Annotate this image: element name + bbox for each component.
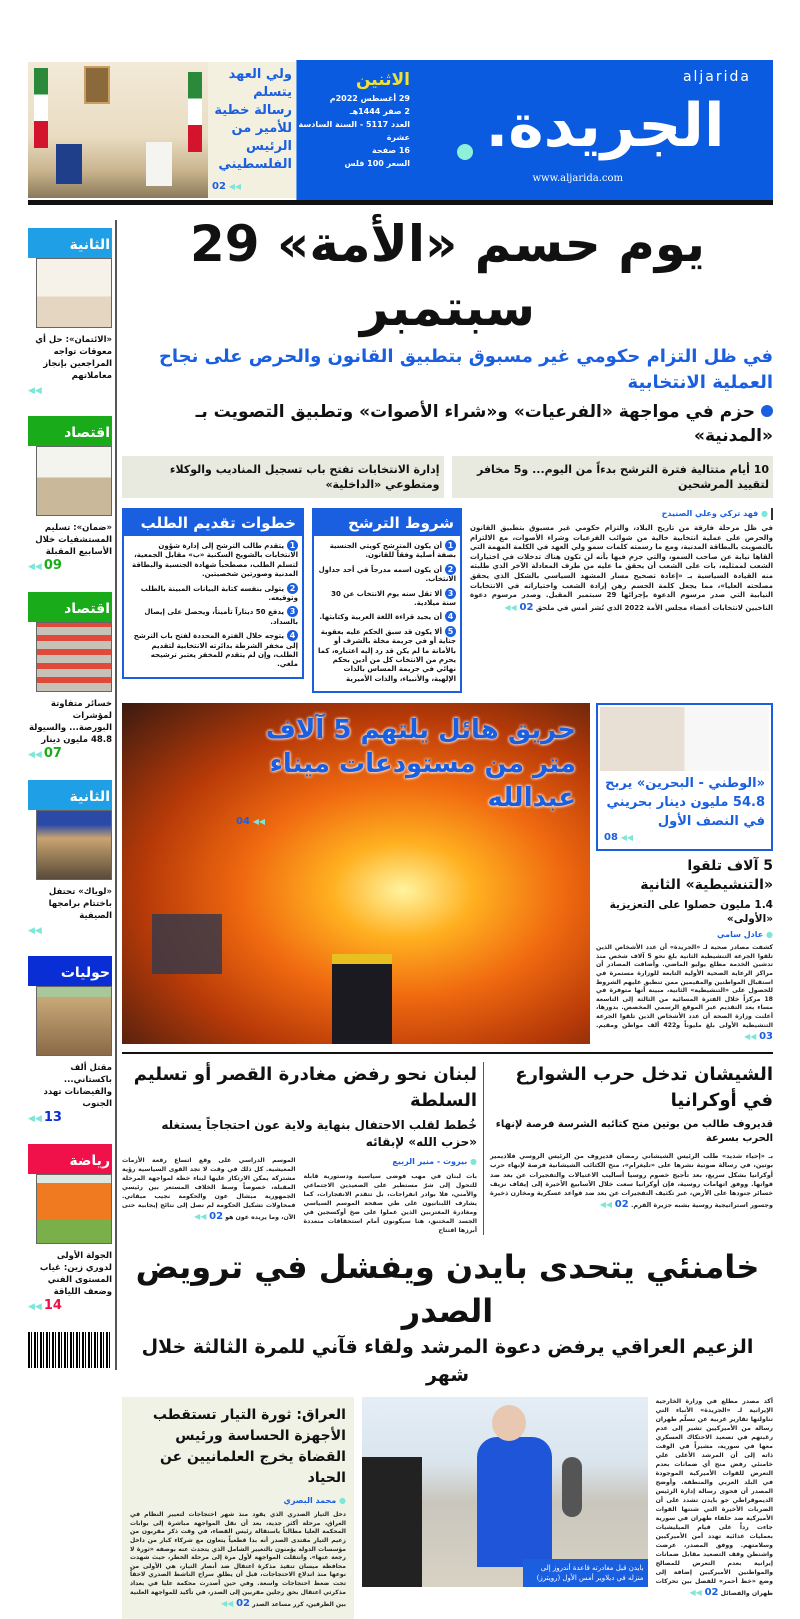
section-rule (122, 1052, 773, 1054)
page-count: 16 صفحة (371, 146, 410, 155)
logo-latin: aljarida (682, 69, 751, 85)
top-story-headline: ولي العهد يتسلم رسالة خطية للأمير من الرئيس الفلسطيني (214, 67, 292, 172)
steps-list (124, 536, 302, 677)
kuwait-flag (188, 72, 202, 152)
iran-body: أكد مصدر مطلع في وزارة الخارجية الإيرانية لـ «الجريدة» الأنباء التي تناولتها تقارير غربية عن تسلّم طهران رسالة من الأميركيين تشير إلى عدم رغبتهم في تصعيد الاحتكاك العسكري معها في سورية، مشيراً في الوقت ذاته إلى أن المرشد الأعلى علي خامنئي رفض منح أي ضمانات بعدم التعرض للقوات الأميركية الموجودة في البلد العربي والمنطقة. وأوضح المصدر أن فحوى رسالة إدارة الرئيس الديموقراطي جو بايدن تشدد على أن الضربات الأخيرة التي شنتها القوات الأميركية ضد حلفاء طهران في سورية جاءت رداً على قيام الميليشيات بعمليات عدائية تهدد أمن الأميركيين وسلامتهم. ووفق المصدر، عرضت واشنطن وقف التصعيد مقابل ضمانات إيرانية بعدم التعرض للمصالح والمواطنين الأميركيين إضافة إلى وضع «خط أحمر» للفصل بين تحركات طهران والفصائل 02 ◀◀ (656, 1397, 773, 1600)
masthead (296, 60, 773, 200)
sidebar-text: خسائر متفاوتة لمؤشرات البورصة... والسيولة 48.8 مليون دينار (29, 699, 112, 745)
fire-headline: حريق هائل يلتهم 5 آلاف متر من مستودعات ميناء عبدالله (265, 715, 576, 814)
sidebar-divider (115, 220, 117, 1370)
sidebar-item-5[interactable] (28, 956, 112, 1127)
lebanon-headline: لبنان نحو رفض مغادرة القصر أو تسليم السلطة (133, 1064, 477, 1112)
fire-text (236, 713, 576, 829)
page-ref: 02 ◀◀ (690, 1587, 719, 1598)
world-news-row (122, 1062, 773, 1235)
section-label: رياضة (28, 1144, 112, 1174)
list-item: 2أن يكون اسمه مدرجاً في أحد جداول الانتخاب. (318, 564, 456, 584)
candidacy-conditions-box (312, 508, 462, 693)
application-steps-box (122, 508, 304, 679)
section-label: اقتصاد (28, 592, 112, 622)
sidebar-item-4[interactable] (28, 780, 112, 939)
vehicle-silhouette (152, 914, 222, 974)
lebanon-story[interactable] (122, 1062, 477, 1235)
list-item: 1يتقدم طالب الترشح إلى إدارة شؤون الانتخابات بالشويخ السكنية «ب» مقابل الجمعية، لتسلم الطلب، مصطحباً شهادة الجنسية والبطاقة المدنية وصورتين شخصيتين. (131, 541, 298, 579)
seated-figure (56, 144, 82, 184)
lebanon-subhead: خُطط لقلب الاحتفال بنهاية ولاية عون احتجاجاً يستغله «حزب الله» لإبقائه (161, 1118, 477, 1150)
list-item: 5ألا يكون قد سبق الحكم عليه بعقوبة جناية أو في جريمة مخلة بالشرف أو بالأمانة ما لم يكن قد رد إليه اعتباره، كما يحرم من الانتخاب كل من أدين بحكم نهائي في جريمة المساس بالذات الإلهية، والأنبياء، والذات الأميرية (318, 626, 456, 683)
list-item: 1أن يكون المترشح كويتي الجنسية بصفة أصلية وفقاً للقانون. (329, 541, 456, 560)
lebanon-body-1: بات لبنان في مهب فوضى سياسية ودستورية قابلة للتحول إلى شرّ مستطير على الصعيدين الاجتماعي والأمني، فلا بوادر انفراجات، بل تتقدم الانفجارات، كما يشارف اللبنانيون على طي صفحة الموسم السياسي ومغادرة المغتربين الذين عملوا على ضخ أوكسجين في الجسد المختنق، هنا سيكونون أمام استحقاقات متعددة أبرزها افتتاح (303, 1173, 477, 1235)
top-story[interactable] (208, 62, 296, 198)
sidebar-text: «ضمان»: تسليم المستشفيات خلال الأسابيع المقبلة (35, 523, 112, 557)
sidebar-text: مقتل ألف باكستاني... والفيضانات تهدد الجنوب (43, 1063, 112, 1109)
conditions-list (314, 536, 460, 691)
page-ref: ◀◀ 13 (28, 1110, 112, 1127)
sidebar (28, 228, 112, 1368)
page-ref: 02 ◀◀ (221, 1598, 250, 1609)
section-label: الثانية (28, 228, 112, 258)
column-rule (483, 1062, 484, 1235)
section-label: الثانية (28, 780, 112, 810)
sidebar-photo (36, 1174, 112, 1244)
date-block (296, 60, 416, 200)
date-gregorian: 29 أغسطس 2022م (329, 94, 410, 103)
person-head (492, 1405, 526, 1441)
box-title: شروط الترشح (314, 510, 460, 536)
box-title: خطوات تقديم الطلب (124, 510, 302, 536)
nbk-photo (600, 707, 769, 771)
sidebar-text: الجولة الأولى لدوري زين: غياب المستوى الفني وضعف اللياقة (39, 1251, 112, 1297)
list-item: 4يتوجه خلال الفترة المحددة لفتح باب الترشح إلى مخفر الشرطة بدائرته الانتخابية لتقديم الطلب، وإن لم يتقدم للمخفر يعتبر ترشيحه ملغي. (133, 631, 298, 669)
fire-photo-story[interactable] (122, 703, 590, 1044)
right-column (596, 703, 773, 1044)
photo-caption: بايدن قبل مغادرته قاعدة أندروز إلى منزله في ديلاوير أمس الأول (رويترز) (523, 1559, 648, 1587)
iraq-byline: ● محمد البصري (130, 1495, 346, 1507)
fire-row (122, 703, 773, 1044)
bullet-icon (761, 405, 773, 417)
lead-bullet (122, 400, 773, 448)
vaccine-body: كشفت مصادر صحية لـ «الجريدة» أن عدد الأشخاص الذين تلقوا الجرعة التنشيطية الثانية بلغ نحو 5 آلاف شخص منذ تدشين الخدمة مطلع يوليو الماضي. وأضافت المصادر أن مراكز الرعاية الصحية الأولية التابعة للوزارة مستمرة في استقبال المواطنين والمقيمين ممن تنطبق عليهم الشروط للحصول على «التنشيطية» الثانية، مبينة أنها متوفرة في 18 مركزاً خلال الفترة المسائية من الثالثة إلى التاسعة مساء بعد التقديم عبر الموقع الرسمي المخصص. بدورها، أعلنت وزارة الصحة أن عدد الأشخاص الذين تلقوا الجرعة التنشيطية الأولى بلغ مليوناً و422 ألف مواطن ومقيم. 03 ◀◀ (596, 944, 773, 1044)
iraq-headline: العراق: ثورة التيار تستقطب الأجهزة الحساسة ورئيس القضاة يخرج العلمانيين عن الحياد (152, 1407, 346, 1487)
vaccine-headline: 5 آلاف تلقوا «التنشيطية» الثانية (640, 858, 773, 894)
lead-body-text: في ظل مرحلة فارقة من تاريخ البلاد، والتزام حكومي غير مسبوق بتطبيق القانون والحرص على عملية انتخابية خالية من شوائب الفرعيات وشراء الأصوات، مع الالتزام بالتصويت بالبطاقة المدنية، ومع ما رسمته كلمات سمو ولي العهد في الكلمة المهمة التي ألقاها نيابة عن صاحب السمو، والتي جزم فيها بأنه لن تكون هناك تدخلات في اختيارات الشعب لممثليه، بات على الشعب أن يحقق ما عليه من طرف المعادلة الآخر الذي طلبته منه القيادة السياسية بـ «إعادة تصحيح مسار المشهد السياسي بالشكل الذي يحقق مصلحته العليا»، مما يجعل كلمة الحسم رهن إرادة الشعب واختياراته في الانتخابات النيابية التي صدر مرسوم الدعوة بإجرائها 29 سبتمبر المقبل. وصدر مرسوم دعوة الناخبين لانتخابات أعضاء مجلس الأمة 2022 الذي نُشر أمس في ملحق (470, 524, 773, 612)
lead-body (470, 524, 773, 615)
nbk-story[interactable] (596, 703, 773, 851)
sidebar-item-3[interactable] (28, 592, 112, 763)
sidebar-item-2[interactable] (28, 416, 112, 575)
website-url[interactable]: www.aljarida.com (532, 173, 623, 184)
sidebar-text: «لوياك» تحتفل باختتام برامجها الصيفية (48, 887, 112, 921)
lead-bars (122, 456, 773, 498)
date-hijri: 2 صفر 1444هـ (349, 107, 410, 116)
page-ref: 08 ◀◀ (600, 831, 769, 847)
page-ref: 04 ◀◀ (236, 815, 576, 829)
chechnya-story[interactable] (490, 1062, 773, 1212)
masthead-rule (28, 200, 773, 205)
iraq-story[interactable] (122, 1397, 354, 1619)
sidebar-item-6[interactable] (28, 1144, 112, 1315)
sidebar-photo (36, 810, 112, 880)
portrait-frame (84, 66, 110, 104)
top-story-photo (28, 62, 208, 198)
vaccine-byline: ● عادل سامي (596, 929, 773, 941)
iraq-body: دخل التيار الصدري الذي يقود منذ شهر احتجاجات لتغيير النظام في العراق، مرحلة أكثر جدية، بعد أن نقل المواجهة مباشرة إلى بوابات المحكمة العليا مطالباً باستقالة رئيس القضاء، في وقت ذكر مقربون من زعيم التيار مقتدى الصدر أنه بدا قطعياً يتعاون مع شركاء كبار من داخل مؤسسات الدولة يؤمنون بالتغيير الشامل الذي يتحدث عنه بوصفه «ثورة لا رجعة عنها». وانتقلت المواجهة لأول مرة إلى مرحلة الخطر، حيث شهدت محافظة ميسان تنفيذ مذكرة اعتقال ضد أنصار التيار، هي الأولى من نوعها منذ اندلاع الاحتجاجات، قبل أن يطلق سراح الناشط الصدري لاحقاً تحت ضغط احتجاجات واسعة. وفي حين أصدرت محكمة عليا في بغداد مذكرتي اعتقال بحق رجلين مقربين إلى الصدر، في تأكيد للمواجهة العلنية بين الطرفين، كرر مساعد الصدر 02 ◀◀ (130, 1511, 346, 1611)
logo: الجريدة. (485, 91, 725, 161)
page-ref: ◀◀ 09 (28, 558, 112, 575)
sidebar-photo (36, 986, 112, 1056)
sidebar-photo (36, 622, 112, 692)
sidebar-item-1[interactable] (28, 228, 112, 399)
section-label: اقتصاد (28, 416, 112, 446)
issue-number: العدد 5117 - السنة السادسة عشرة (298, 120, 410, 142)
lead-bar-1: 10 أيام متتالية فترة الترشح بدءاً من اليوم... و5 مخافر لتقييد المرشحين (452, 456, 774, 498)
lead-subhead: في ظل التزام حكومي غير مسبوق بتطبيق القانون والحرص على نجاح العملية الانتخابية (158, 346, 773, 393)
lead-body-row (122, 508, 773, 693)
lead-byline: ● فهد تركي وعلي الصنيدح (470, 508, 773, 520)
person-left (362, 1457, 422, 1587)
page-ref: 02 ◀◀ (212, 180, 292, 194)
iran-headline[interactable]: خامنئي يتحدى بايدن ويفشل في ترويض الصدر (135, 1248, 760, 1331)
barcode (28, 1332, 112, 1368)
bottom-row (122, 1397, 773, 1619)
chechnya-body: بـ «إحياء شديد» طلب الرئيس الشيشاني رمضان قديروف من الرئيس الروسي فلاديمير بوتين، في رسالة صوتية نشرها على «تليغرام»، منح الكتائب الشيشانية فرصة لإنهاء حرب أوكرانيا بشكل سريع، بعد تأجيج خصوم روسيا أساليب الاغتيالات والتفجيرات عن بعد ضد قواتها. ووفق اتهامات روسية، فإن أوكرانيا سعت خلال الأسابيع الأخيرة إلى إيقاف نزيف خسائر جنودها على الأرض، عبر تكثيف التفجيرات عن بعد ضد قواعد عسكرية ومخازن ذخيرة وجسور استراتيجية روسية بشبه جزيرة القرم. 02 ◀◀ (490, 1152, 773, 1212)
lebanon-byline: ● بيروت - منير الربيع (304, 1156, 478, 1168)
page-ref[interactable]: 02 ◀◀ (504, 602, 533, 613)
list-item: 4أن يجيد قراءة اللغة العربية وكتابتها. (318, 611, 456, 622)
microphone (562, 1457, 582, 1517)
firefighters (332, 954, 392, 1044)
seated-figure (146, 142, 172, 186)
page-ref: 02 ◀◀ (194, 1211, 223, 1222)
page-ref (28, 382, 112, 399)
biden-photo (362, 1397, 648, 1587)
chechnya-headline: الشيشان تدخل حرب الشوارع في أوكرانيا (515, 1064, 773, 1112)
lead-bar-2: إدارة الانتخابات تفتح باب تسجيل المناديب والوكلاء ومتطوعي «الداخلية» (122, 456, 444, 498)
page-ref: 02 ◀◀ (600, 1199, 629, 1210)
bullet-text: حزم في مواجهة «الفرعيات» و«شراء الأصوات» وتطبيق التصويت بـ «المدنية» (195, 402, 773, 446)
lead-text-column (470, 508, 773, 615)
logo-dot (457, 144, 473, 160)
list-item: 2يتولى بنفسه كتابة البيانات المبينة بالطلب وتوقيعه. (140, 583, 298, 603)
section-label: حوليات (28, 956, 112, 986)
lebanon-body-2: الموسم الدراسي على وقع اتساع رقعة الأزمات المعيشية. كل ذلك في وقت لا تجد القوى السياسية رؤية مشتركة يمكن الارتكاز عليها لبناء خطة لمواجهة المرحلة المقبلة، خصوصاً وسط الخلاف المستعر بين رئيسي الجمهورية ميشال عون والحكومة نجيب ميقاتي. فمحاولات تشكيل الحكومة لم تصل إلى نتائج إيجابية حتى الآن، وما يريده عون هو 02 ◀◀ (122, 1156, 296, 1235)
price: السعر 100 فلس (344, 159, 410, 168)
chechnya-subhead: قديروف طالب من بوتين منح كتائبه الشرسة فرصة لإنهاء الحرب بسرعة (495, 1119, 773, 1145)
page-ref: ◀◀ 07 (28, 746, 112, 763)
sidebar-photo (36, 258, 112, 328)
lead-headline[interactable]: يوم حسم «الأمة» 29 سبتمبر (190, 215, 705, 337)
vaccine-subhead: 1.4 مليون حصلوا على التعزيزية «الأولى» (609, 899, 773, 926)
vaccine-story[interactable] (596, 857, 773, 1044)
list-item: 3ألا تقل سنه يوم الانتخاب عن 30 سنة ميلادية. (331, 588, 456, 608)
sidebar-photo (36, 446, 112, 516)
day-name: الاثنين (355, 70, 410, 90)
iran-subhead: الزعيم العراقي يرفض دعوة المرشد ولقاء قآني للمرة الثالثة خلال شهر (141, 1336, 754, 1387)
list-item: 3يدفع 50 ديناراً تأميناً، ويحصل على إيصال بالسداد. (144, 607, 298, 626)
page-ref: ◀◀ 14 (28, 1298, 112, 1315)
sidebar-text: «الائتمان»: حل أي معوقات تواجه المراجعين بإنجاز معاملاتهم (35, 335, 112, 381)
main-column (122, 212, 773, 1619)
kuwait-flag (34, 68, 48, 148)
page-ref (28, 922, 112, 939)
nbk-headline: «الوطني - البحرين» يربح 54.8 مليون دينار بحريني في النصف الأول (605, 776, 765, 830)
person-blue-shirt (477, 1437, 552, 1567)
page-ref: 03 ◀◀ (744, 1031, 773, 1042)
